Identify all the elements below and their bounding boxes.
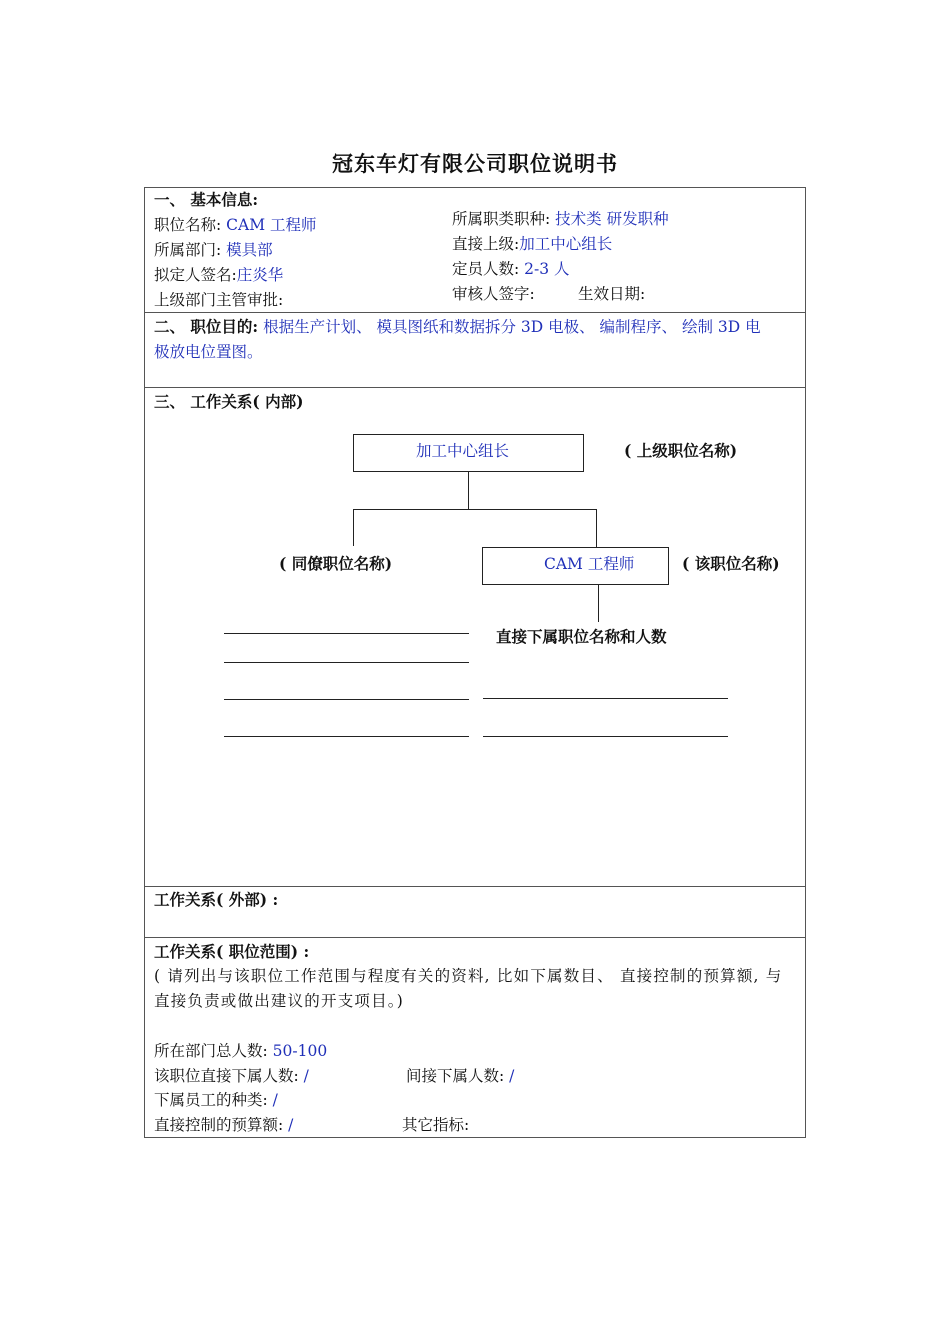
category-value: 技术类 研发职种	[555, 210, 669, 228]
sub-types-value: /	[272, 1091, 278, 1109]
dept-total-value: 50-100	[272, 1042, 328, 1060]
position-name-field	[154, 215, 317, 235]
peer-blank-line	[224, 736, 469, 737]
direct-sub-value: /	[303, 1067, 309, 1085]
peer-blank-line	[224, 662, 469, 663]
dept-total-field	[154, 1041, 327, 1061]
budget-field	[154, 1115, 293, 1135]
department-value: 模具部	[226, 241, 273, 259]
subordinate-blank-line	[483, 736, 728, 737]
section2-heading: 二、 职位目的:	[154, 317, 259, 336]
superior-label: 直接上级:	[452, 235, 520, 253]
scope-note-line1: ( 请列出与该职位工作范围与程度有关的资料, 比如下属数目、 直接控制的预算额, 与	[154, 967, 783, 985]
purpose-text-line1: 根据生产计划、 模具图纸和数据拆分 3D 电极、 编制程序、 绘制 3D 电	[263, 318, 761, 336]
direct-sub-label: 该职位直接下属人数:	[154, 1067, 299, 1085]
superior-value: 加工中心组长	[519, 235, 613, 253]
org-connector	[468, 472, 469, 509]
document-title: 冠东车灯有限公司职位说明书	[332, 151, 618, 176]
position-name-value: CAM 工程师	[226, 216, 317, 234]
org-connector	[598, 585, 599, 622]
current-position-box-label: CAM 工程师	[544, 555, 635, 573]
headcount-field	[452, 259, 570, 279]
category-field	[452, 209, 669, 229]
scope-note-line2: 直接负责或做出建议的开支项目。)	[154, 992, 404, 1010]
other-indicators-label: 其它指标:	[402, 1116, 470, 1134]
superior-position-box-label: 加工中心组长	[416, 442, 510, 460]
budget-label: 直接控制的预算额:	[154, 1116, 284, 1134]
dept-total-label: 所在部门总人数:	[154, 1042, 268, 1060]
section1-heading: 一、 基本信息:	[154, 190, 259, 209]
reviewer-label: 审核人签字:	[452, 285, 535, 303]
peer-blank-line	[224, 633, 469, 634]
superior-field	[452, 234, 612, 254]
row-divider	[144, 387, 806, 388]
current-position-caption: ( 该职位名称)	[682, 554, 780, 573]
department-label: 所属部门:	[154, 241, 222, 259]
subordinate-blank-line	[483, 698, 728, 699]
section3-heading: 三、 工作关系( 内部)	[154, 392, 304, 411]
approver-label: 上级部门主管审批:	[154, 291, 284, 309]
sub-types-field	[154, 1090, 278, 1110]
scope-heading: 工作关系( 职位范围) :	[154, 942, 310, 961]
subordinates-caption: 直接下属职位名称和人数	[496, 627, 667, 646]
row-divider	[144, 312, 806, 313]
indirect-sub-field	[406, 1066, 514, 1086]
drafter-label: 拟定人签名:	[154, 266, 237, 284]
org-connector	[353, 509, 597, 510]
effective-date-label: 生效日期:	[578, 285, 646, 303]
row-divider	[144, 937, 806, 938]
headcount-label: 定员人数:	[452, 260, 520, 278]
department-field	[154, 240, 273, 260]
peer-blank-line	[224, 699, 469, 700]
indirect-sub-value: /	[509, 1067, 515, 1085]
drafter-value: 庄炎华	[236, 266, 284, 284]
purpose-paragraph	[154, 314, 800, 365]
org-connector	[353, 509, 354, 546]
headcount-value: 2-3 人	[524, 260, 570, 278]
external-relations-heading: 工作关系( 外部) :	[154, 890, 279, 909]
drafter-field	[154, 265, 283, 285]
position-name-label: 职位名称:	[154, 216, 222, 234]
peer-position-caption: ( 同僚职位名称)	[279, 554, 393, 573]
direct-sub-field	[154, 1066, 309, 1086]
row-divider	[144, 886, 806, 887]
purpose-text-line2: 极放电位置图。	[154, 343, 263, 361]
category-label: 所属职类职种:	[452, 210, 551, 228]
budget-value: /	[288, 1116, 294, 1134]
sub-types-label: 下属员工的种类:	[154, 1091, 268, 1109]
indirect-sub-label: 间接下属人数:	[406, 1067, 505, 1085]
superior-position-caption: ( 上级职位名称)	[624, 441, 738, 460]
org-connector	[596, 509, 597, 547]
